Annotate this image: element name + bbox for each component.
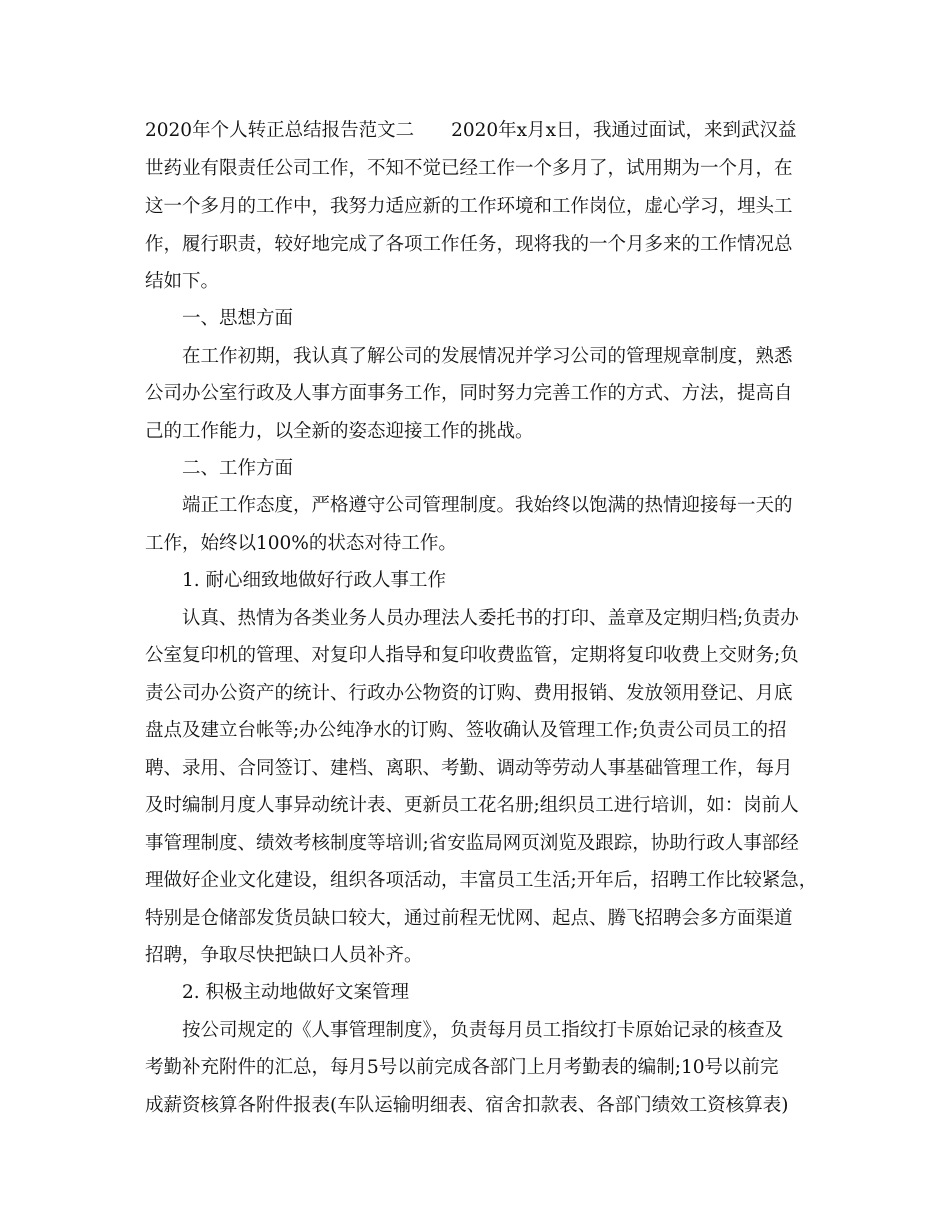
subsection-heading: 2. 积极主动地做好文案管理 <box>182 982 410 1003</box>
paragraph-line: 及时编制月度人事异动统计表、更新员工花名册;组织员工进行培训，如：岗前人 <box>145 795 799 816</box>
subsection-heading: 1. 耐心细致地做好行政人事工作 <box>182 570 447 591</box>
paragraph-line: 公司办公室行政及人事方面事务工作，同时努力完善工作的方式、方法，提高自 <box>145 383 793 404</box>
paragraph-line: 聘、录用、合同签订、建档、离职、考勤、调动等劳动人事基础管理工作，每月 <box>145 758 793 779</box>
paragraph-line: 盘点及建立台帐等;办公纯净水的订购、签收确认及管理工作;负责公司员工的招 <box>145 720 787 741</box>
paragraph-line: 认真、热情为各类业务人员办理法人委托书的打印、盖章及定期归档;负责办 <box>182 608 799 629</box>
paragraph-line: 特别是仓储部发货员缺口较大，通过前程无忧网、起点、腾飞招聘会多方面渠道 <box>145 908 793 929</box>
paragraph-line: 理做好企业文化建设，组织各项活动，丰富员工生活;开年后，招聘工作比较紧急， <box>145 870 818 891</box>
section-heading: 二、工作方面 <box>182 458 294 479</box>
paragraph-line: 这一个多月的工作中，我努力适应新的工作环境和工作岗位，虚心学习，埋头工 <box>145 196 793 217</box>
paragraph-line: 成薪资核算各附件报表(车队运输明细表、宿舍扣款表、各部门绩效工资核算表) <box>145 1095 789 1116</box>
paragraph-line: 在工作初期，我认真了解公司的发展情况并学习公司的管理规章制度，熟悉 <box>182 346 793 367</box>
paragraph-line: 端正工作态度，严格遵守公司管理制度。我始终以饱满的热情迎接每一天的 <box>182 495 793 516</box>
paragraph-line: 招聘，争取尽快把缺口人员补齐。 <box>145 945 423 966</box>
paragraph-line: 考勤补充附件的汇总，每月5号以前完成各部门上月考勤表的编制;10号以前完 <box>145 1057 779 1078</box>
paragraph-line: 己的工作能力，以全新的姿态迎接工作的挑战。 <box>145 421 534 442</box>
paragraph-line: 工作，始终以100%的状态对待工作。 <box>145 533 457 554</box>
paragraph-line: 责公司办公资产的统计、行政办公物资的订购、费用报销、发放领用登记、月底 <box>145 683 793 704</box>
paragraph-line: 按公司规定的《人事管理制度》，负责每月员工指纹打卡原始记录的核查及 <box>182 1020 784 1041</box>
paragraph-line: 作，履行职责，较好地完成了各项工作任务，现将我的一个月多来的工作情况总 <box>145 234 793 255</box>
paragraph-line: 事管理制度、绩效考核制度等培训;省安监局网页浏览及跟踪，协助行政人事部经 <box>145 833 799 854</box>
paragraph-line: 2020年个人转正总结报告范文二 2020年x月x日，我通过面试，来到武汉益 <box>145 120 797 141</box>
paragraph-line: 世药业有限责任公司工作，不知不觉已经工作一个多月了，试用期为一个月，在 <box>145 158 793 179</box>
paragraph-line: 结如下。 <box>145 271 220 292</box>
section-heading: 一、思想方面 <box>182 308 294 329</box>
paragraph-line: 公室复印机的管理、对复印人指导和复印收费监管，定期将复印收费上交财务;负 <box>145 645 799 666</box>
